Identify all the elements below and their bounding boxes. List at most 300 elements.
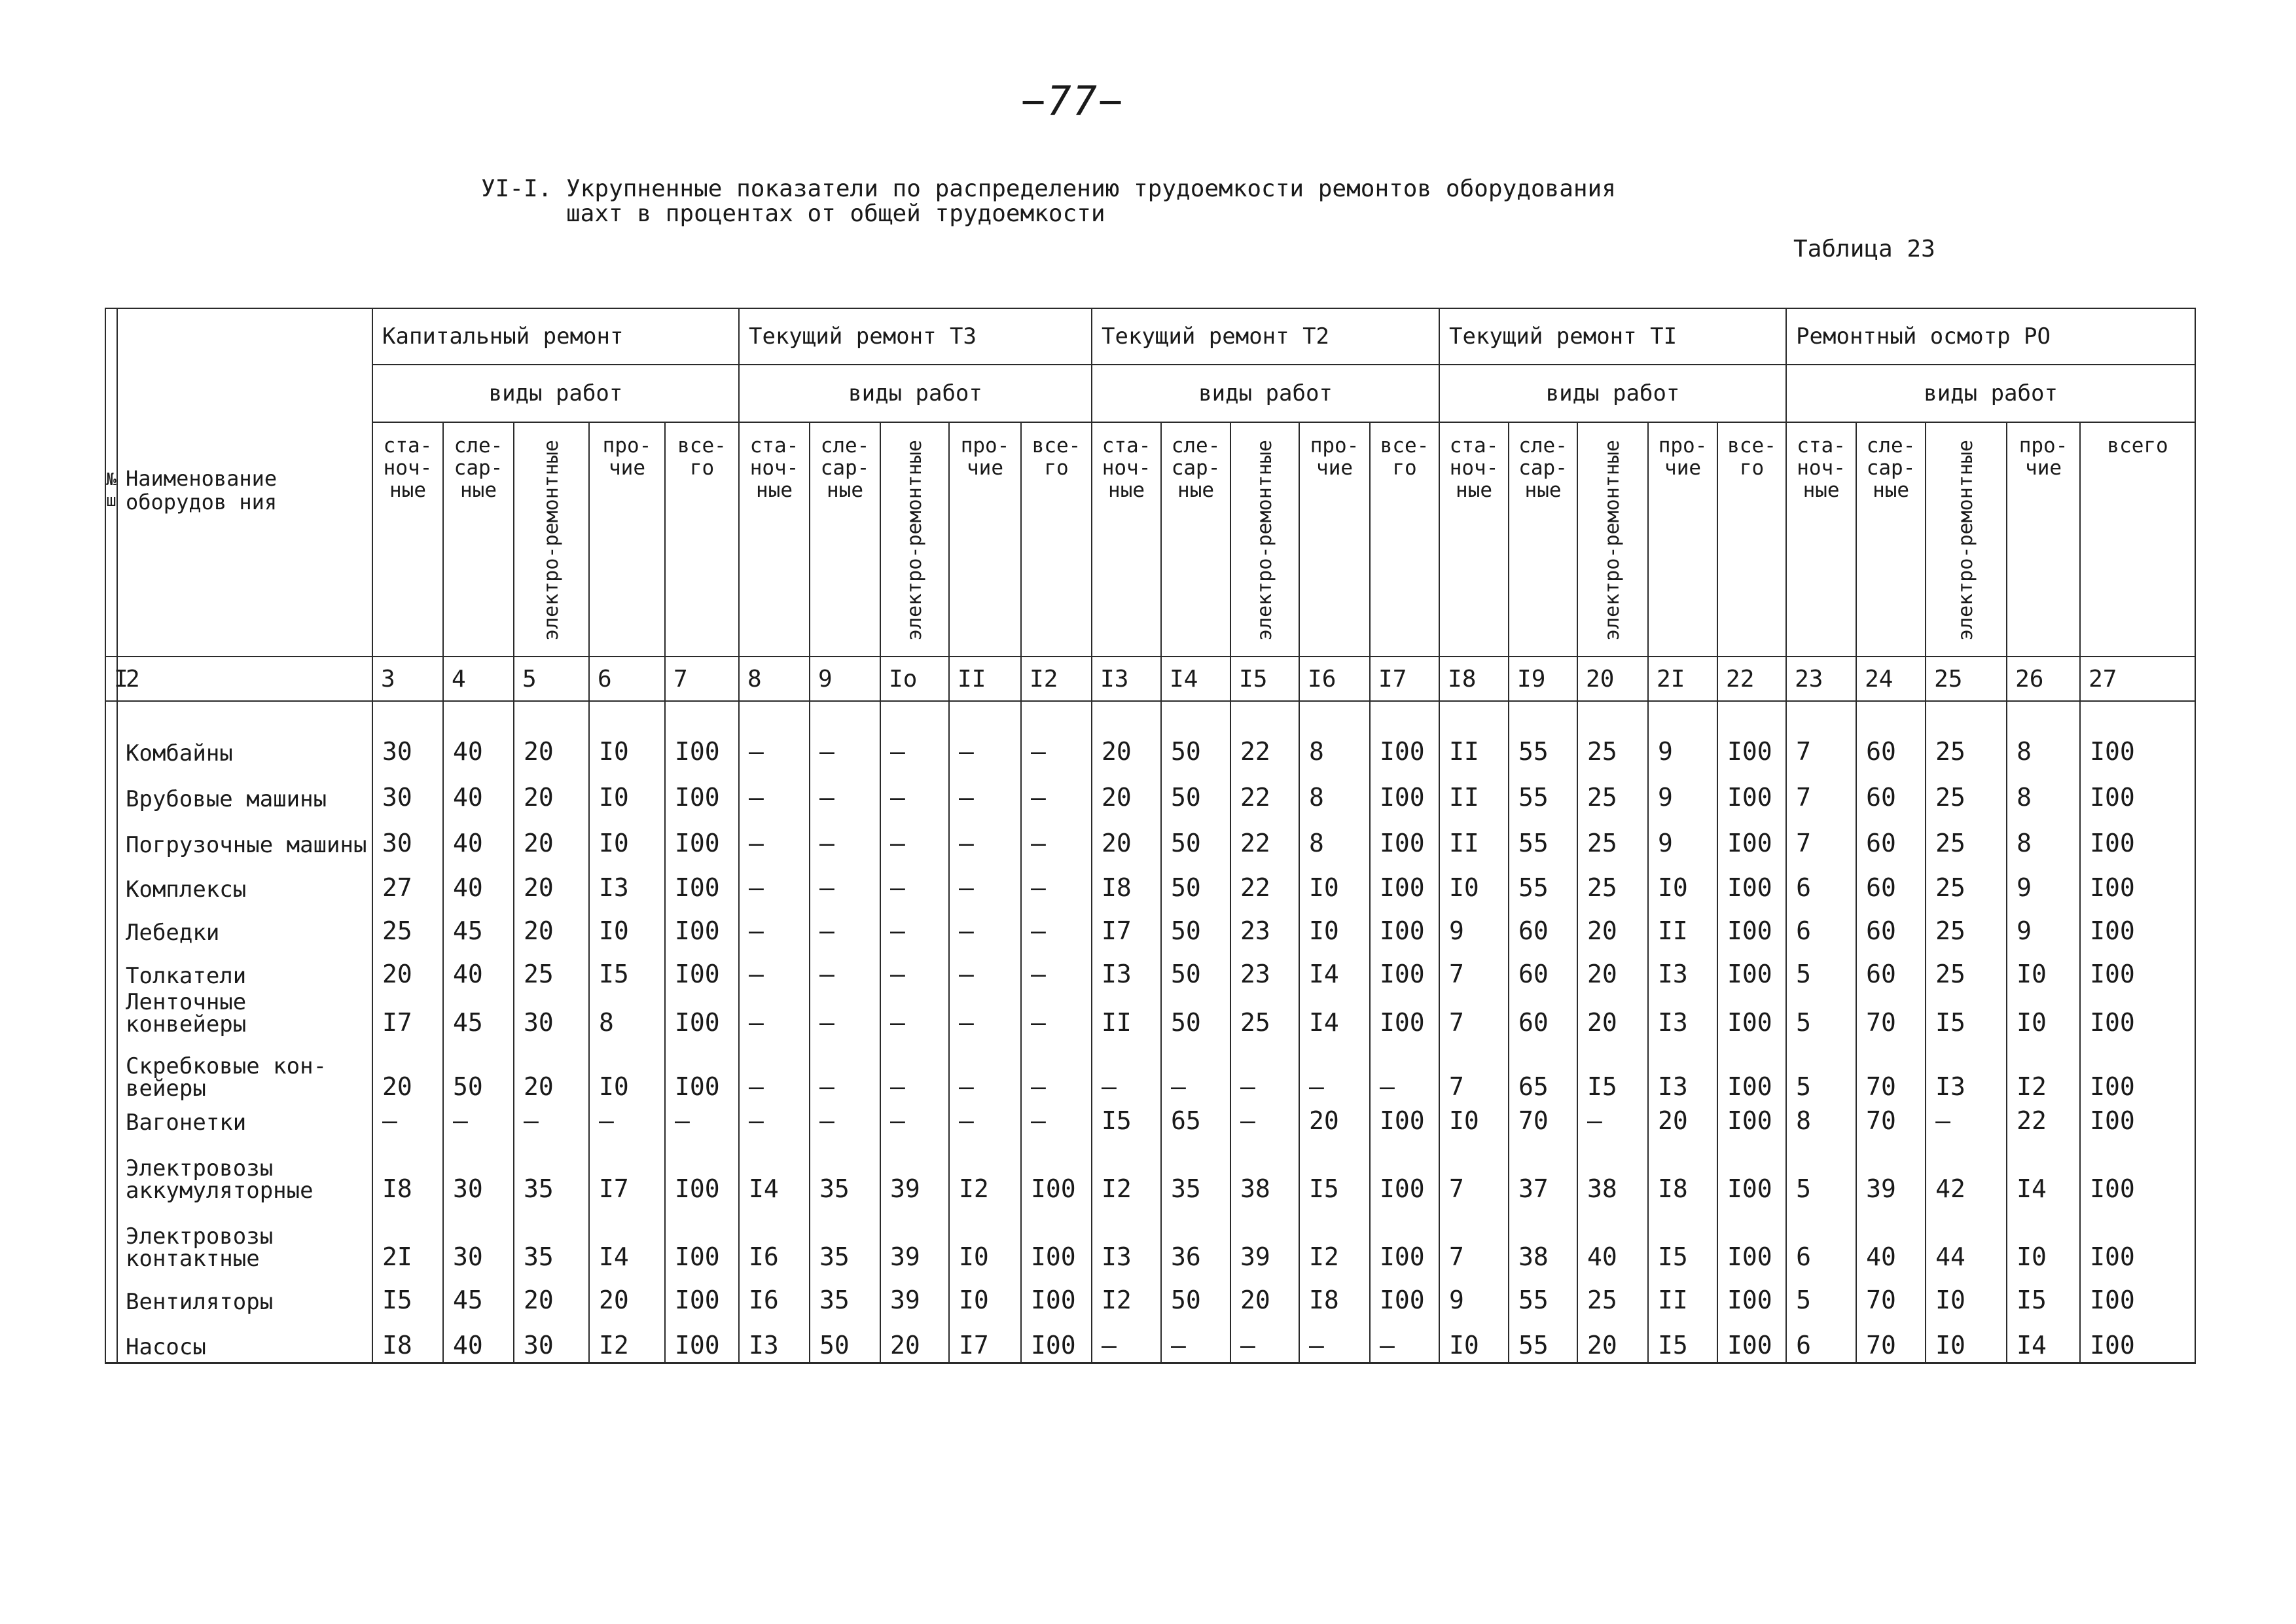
- column-number: I: [105, 657, 117, 701]
- value-cell: I6: [739, 1206, 810, 1274]
- value-cell: 8: [2007, 814, 2080, 860]
- value-cell: I5: [372, 1274, 443, 1317]
- value-cell: 9: [1648, 814, 1717, 860]
- value-cell: I00: [1717, 814, 1786, 860]
- value-cell: –: [739, 728, 810, 768]
- value-cell: 39: [880, 1274, 949, 1317]
- value-cell: I0: [1439, 860, 1509, 905]
- value-cell: 40: [443, 860, 514, 905]
- value-cell: 20: [1577, 905, 1648, 948]
- value-cell: –: [1021, 1104, 1092, 1138]
- equipment-name: Насосы: [117, 1317, 372, 1363]
- value-cell: 50: [443, 1039, 514, 1104]
- value-cell: 70: [1856, 1274, 1926, 1317]
- row-no-cell: [105, 905, 117, 948]
- value-cell: 60: [1856, 860, 1926, 905]
- value-cell: 8: [1299, 814, 1370, 860]
- value-cell: 20: [514, 860, 589, 905]
- value-cell: I00: [1021, 1317, 1092, 1363]
- value-cell: I00: [2080, 991, 2195, 1039]
- value-cell: I0: [1299, 860, 1370, 905]
- value-cell: 25: [1926, 948, 2007, 991]
- value-cell: 70: [1856, 991, 1926, 1039]
- subheader-cell: сле-сар-ные: [1161, 422, 1230, 657]
- row-no-cell: [105, 1206, 117, 1274]
- value-cell: I8: [1648, 1138, 1717, 1206]
- value-cell: I00: [2080, 1138, 2195, 1206]
- value-cell: 60: [1856, 948, 1926, 991]
- value-cell: 44: [1926, 1206, 2007, 1274]
- subheader-cell: про-чие: [1299, 422, 1370, 657]
- value-cell: 6: [1786, 905, 1856, 948]
- value-cell: II: [1439, 768, 1509, 814]
- value-cell: –: [1021, 728, 1092, 768]
- subheader-cell: про-чие: [2007, 422, 2080, 657]
- value-cell: –: [739, 768, 810, 814]
- column-number: 2: [117, 657, 372, 701]
- subheader-cell: ста-ноч-ные: [372, 422, 443, 657]
- column-number: 22: [1717, 657, 1786, 701]
- value-cell: I8: [1299, 1274, 1370, 1317]
- spacer-cell: [1786, 701, 1856, 728]
- equipment-name: Комплексы: [117, 860, 372, 905]
- value-cell: I00: [1717, 1274, 1786, 1317]
- value-cell: 8: [1299, 768, 1370, 814]
- value-cell: –: [1021, 991, 1092, 1039]
- value-cell: 70: [1856, 1039, 1926, 1104]
- value-cell: –: [739, 860, 810, 905]
- value-cell: 8: [2007, 728, 2080, 768]
- spacer-cell: [1648, 701, 1717, 728]
- value-cell: I3: [1926, 1039, 2007, 1104]
- value-cell: I2: [589, 1317, 665, 1363]
- subgroup-header: виды работ: [1786, 365, 2195, 422]
- value-cell: I00: [1370, 860, 1439, 905]
- value-cell: 39: [880, 1206, 949, 1274]
- value-cell: 20: [514, 728, 589, 768]
- table-row: [105, 768, 2195, 814]
- spacer-cell: [514, 701, 589, 728]
- value-cell: –: [810, 860, 880, 905]
- value-cell: 20: [589, 1274, 665, 1317]
- value-cell: I00: [1370, 814, 1439, 860]
- group-header: Текущий ремонт ТI: [1439, 308, 1786, 365]
- equipment-name: Скребковые кон-вейеры: [117, 1039, 372, 1104]
- value-cell: 50: [1161, 991, 1230, 1039]
- value-cell: 38: [1509, 1206, 1577, 1274]
- value-cell: I4: [1299, 991, 1370, 1039]
- value-cell: I00: [1717, 1138, 1786, 1206]
- spacer-cell: [1230, 701, 1299, 728]
- value-cell: I0: [949, 1274, 1021, 1317]
- equipment-name: Погрузочные машины: [117, 814, 372, 860]
- subheader-cell: ста-ноч-ные: [1786, 422, 1856, 657]
- value-cell: 55: [1509, 1274, 1577, 1317]
- value-cell: 5: [1786, 1039, 1856, 1104]
- value-cell: 30: [372, 768, 443, 814]
- subheader-cell: про-чие: [949, 422, 1021, 657]
- subheader-cell: [1230, 422, 1299, 657]
- col-name-header: Наименование оборудов ния: [117, 308, 372, 657]
- value-cell: –: [949, 1104, 1021, 1138]
- value-cell: I00: [665, 991, 739, 1039]
- value-cell: –: [1926, 1104, 2007, 1138]
- value-cell: 20: [1577, 991, 1648, 1039]
- value-cell: I0: [2007, 948, 2080, 991]
- value-cell: 22: [1230, 768, 1299, 814]
- value-cell: 39: [1856, 1138, 1926, 1206]
- value-cell: 65: [1161, 1104, 1230, 1138]
- value-cell: –: [739, 1039, 810, 1104]
- value-cell: –: [1577, 1104, 1648, 1138]
- value-cell: –: [949, 905, 1021, 948]
- value-cell: 20: [514, 1274, 589, 1317]
- spacer-cell: [1856, 701, 1926, 728]
- value-cell: 9: [2007, 860, 2080, 905]
- value-cell: –: [1021, 948, 1092, 991]
- table-row: [105, 1206, 2195, 1274]
- column-number: 27: [2080, 657, 2195, 701]
- value-cell: I4: [589, 1206, 665, 1274]
- value-cell: II: [1648, 1274, 1717, 1317]
- value-cell: I00: [2080, 768, 2195, 814]
- spacer-cell: [1439, 701, 1509, 728]
- value-cell: I2: [1299, 1206, 1370, 1274]
- subheader-cell: ста-ноч-ные: [1439, 422, 1509, 657]
- value-cell: I5: [1648, 1206, 1717, 1274]
- value-cell: 70: [1856, 1104, 1926, 1138]
- subheader-label: электро-ремонтные: [539, 440, 563, 641]
- equipment-name: Лебедки: [117, 905, 372, 948]
- spacer-cell: [1717, 701, 1786, 728]
- value-cell: I2: [1092, 1138, 1161, 1206]
- value-cell: 20: [1577, 948, 1648, 991]
- spacer-cell: [665, 701, 739, 728]
- value-cell: –: [880, 991, 949, 1039]
- value-cell: 38: [1577, 1138, 1648, 1206]
- subheader-cell: все-го: [1370, 422, 1439, 657]
- value-cell: II: [1648, 905, 1717, 948]
- value-cell: 20: [514, 768, 589, 814]
- value-cell: –: [1021, 768, 1092, 814]
- value-cell: I5: [1299, 1138, 1370, 1206]
- subgroup-header: виды работ: [1092, 365, 1439, 422]
- value-cell: 9: [1648, 728, 1717, 768]
- value-cell: I00: [2080, 1104, 2195, 1138]
- value-cell: 60: [1856, 905, 1926, 948]
- value-cell: I0: [949, 1206, 1021, 1274]
- value-cell: 30: [514, 991, 589, 1039]
- value-cell: I00: [1370, 1206, 1439, 1274]
- value-cell: I00: [1370, 1104, 1439, 1138]
- value-cell: I5: [1648, 1317, 1717, 1363]
- spacer-cell: [1092, 701, 1161, 728]
- value-cell: 8: [2007, 768, 2080, 814]
- value-cell: 25: [1577, 860, 1648, 905]
- value-cell: I4: [2007, 1138, 2080, 1206]
- value-cell: 9: [1648, 768, 1717, 814]
- value-cell: I00: [1717, 1206, 1786, 1274]
- value-cell: 35: [810, 1206, 880, 1274]
- col-no-header: № ш: [105, 308, 117, 657]
- value-cell: I00: [1370, 948, 1439, 991]
- value-cell: 5: [1786, 991, 1856, 1039]
- spacer-cell: [739, 701, 810, 728]
- value-cell: –: [1021, 814, 1092, 860]
- data-table-grid: [105, 308, 2196, 1364]
- table-row: [105, 991, 2195, 1039]
- value-cell: 55: [1509, 768, 1577, 814]
- value-cell: 55: [1509, 860, 1577, 905]
- value-cell: I00: [1370, 728, 1439, 768]
- value-cell: I00: [1021, 1138, 1092, 1206]
- value-cell: I5: [589, 948, 665, 991]
- value-cell: I2: [949, 1138, 1021, 1206]
- table-row: [105, 1104, 2195, 1138]
- value-cell: I2: [1092, 1274, 1161, 1317]
- value-cell: 25: [1926, 814, 2007, 860]
- value-cell: 8: [1299, 728, 1370, 768]
- table-row: [105, 905, 2195, 948]
- value-cell: 5: [1786, 948, 1856, 991]
- column-number: I5: [1230, 657, 1299, 701]
- value-cell: –: [1092, 1317, 1161, 1363]
- value-cell: 9: [2007, 905, 2080, 948]
- value-cell: I0: [2007, 1206, 2080, 1274]
- value-cell: 23: [1230, 948, 1299, 991]
- column-number: 23: [1786, 657, 1856, 701]
- value-cell: I00: [2080, 948, 2195, 991]
- value-cell: I5: [2007, 1274, 2080, 1317]
- subheader-label: электро-ремонтные: [1253, 440, 1276, 641]
- value-cell: 45: [443, 1274, 514, 1317]
- value-cell: –: [810, 1039, 880, 1104]
- value-cell: I00: [1717, 768, 1786, 814]
- value-cell: I00: [1370, 991, 1439, 1039]
- equipment-name: Врубовые машины: [117, 768, 372, 814]
- subheader-cell: сле-сар-ные: [810, 422, 880, 657]
- spacer-cell: [372, 701, 443, 728]
- subheader-label: электро-ремонтные: [1954, 440, 1978, 641]
- table-row: [105, 860, 2195, 905]
- value-cell: 7: [1439, 1138, 1509, 1206]
- value-cell: I00: [1717, 728, 1786, 768]
- subgroup-header: виды работ: [372, 365, 739, 422]
- subheader-cell: все-го: [1021, 422, 1092, 657]
- value-cell: I3: [1092, 1206, 1161, 1274]
- value-cell: –: [810, 728, 880, 768]
- value-cell: 60: [1856, 768, 1926, 814]
- subheader-cell: [514, 422, 589, 657]
- value-cell: –: [1021, 1039, 1092, 1104]
- value-cell: I00: [2080, 814, 2195, 860]
- value-cell: –: [949, 728, 1021, 768]
- value-cell: I00: [1717, 860, 1786, 905]
- value-cell: 27: [372, 860, 443, 905]
- value-cell: I0: [589, 728, 665, 768]
- equipment-name: Вентиляторы: [117, 1274, 372, 1317]
- value-cell: 6: [1786, 1317, 1856, 1363]
- value-cell: I8: [372, 1317, 443, 1363]
- value-cell: I00: [665, 948, 739, 991]
- value-cell: I00: [1021, 1206, 1092, 1274]
- value-cell: I00: [2080, 1317, 2195, 1363]
- value-cell: 25: [1577, 1274, 1648, 1317]
- column-number: 25: [1926, 657, 2007, 701]
- subheader-cell: все-го: [665, 422, 739, 657]
- value-cell: I00: [2080, 905, 2195, 948]
- value-cell: I3: [1092, 948, 1161, 991]
- spacer-cell: [1577, 701, 1648, 728]
- value-cell: I00: [1370, 1138, 1439, 1206]
- subheader-cell: [1926, 422, 2007, 657]
- value-cell: 25: [1926, 860, 2007, 905]
- value-cell: II: [1439, 814, 1509, 860]
- value-cell: I00: [1717, 948, 1786, 991]
- spacer-cell: [949, 701, 1021, 728]
- value-cell: 30: [514, 1317, 589, 1363]
- table-title: [481, 177, 1616, 226]
- subgroup-header: виды работ: [1439, 365, 1786, 422]
- value-cell: 7: [1439, 991, 1509, 1039]
- value-cell: 25: [1926, 768, 2007, 814]
- subheader-cell: [880, 422, 949, 657]
- value-cell: –: [1230, 1039, 1299, 1104]
- value-cell: I00: [1717, 1104, 1786, 1138]
- value-cell: 50: [1161, 728, 1230, 768]
- value-cell: 7: [1439, 1039, 1509, 1104]
- value-cell: –: [665, 1104, 739, 1138]
- value-cell: I5: [1092, 1104, 1161, 1138]
- value-cell: 38: [1230, 1138, 1299, 1206]
- value-cell: –: [1021, 905, 1092, 948]
- value-cell: –: [880, 860, 949, 905]
- subheader-cell: про-чие: [589, 422, 665, 657]
- value-cell: 30: [372, 728, 443, 768]
- spacer-cell: [105, 701, 117, 728]
- subheader-label: электро-ремонтные: [1601, 440, 1624, 641]
- value-cell: 23: [1230, 905, 1299, 948]
- value-cell: 5: [1786, 1274, 1856, 1317]
- group-header: Текущий ремонт Т2: [1092, 308, 1439, 365]
- value-cell: 25: [1926, 905, 2007, 948]
- value-cell: I00: [665, 1138, 739, 1206]
- value-cell: I0: [589, 768, 665, 814]
- value-cell: 60: [1509, 905, 1577, 948]
- row-no-cell: [105, 1104, 117, 1138]
- value-cell: 35: [810, 1274, 880, 1317]
- value-cell: I00: [665, 1274, 739, 1317]
- value-cell: I00: [665, 728, 739, 768]
- spacer-cell: [2007, 701, 2080, 728]
- equipment-name: Толкатели: [117, 948, 372, 991]
- value-cell: 2I: [372, 1206, 443, 1274]
- value-cell: 25: [1926, 728, 2007, 768]
- value-cell: I0: [1648, 860, 1717, 905]
- value-cell: 20: [1577, 1317, 1648, 1363]
- spacer-cell: [880, 701, 949, 728]
- spacer-cell: [1161, 701, 1230, 728]
- value-cell: 36: [1161, 1206, 1230, 1274]
- value-cell: 60: [1856, 728, 1926, 768]
- value-cell: I3: [1648, 991, 1717, 1039]
- value-cell: 20: [514, 905, 589, 948]
- value-cell: I00: [1370, 905, 1439, 948]
- value-cell: I00: [1717, 1039, 1786, 1104]
- value-cell: 25: [1577, 814, 1648, 860]
- column-number: I6: [1299, 657, 1370, 701]
- value-cell: –: [443, 1104, 514, 1138]
- value-cell: I00: [1717, 1317, 1786, 1363]
- value-cell: –: [949, 768, 1021, 814]
- spacer-cell: [1299, 701, 1370, 728]
- column-number: 3: [372, 657, 443, 701]
- value-cell: 9: [1439, 1274, 1509, 1317]
- column-number: 2I: [1648, 657, 1717, 701]
- value-cell: –: [949, 991, 1021, 1039]
- value-cell: 50: [1161, 768, 1230, 814]
- value-cell: 60: [1509, 948, 1577, 991]
- equipment-name: Электровозы аккумуляторные: [117, 1138, 372, 1206]
- value-cell: I5: [1577, 1039, 1648, 1104]
- value-cell: 55: [1509, 814, 1577, 860]
- value-cell: I00: [665, 768, 739, 814]
- value-cell: –: [1092, 1039, 1161, 1104]
- value-cell: 55: [1509, 728, 1577, 768]
- value-cell: –: [1230, 1317, 1299, 1363]
- value-cell: 30: [443, 1206, 514, 1274]
- row-no-cell: [105, 991, 117, 1039]
- value-cell: 70: [1856, 1317, 1926, 1363]
- value-cell: I5: [1926, 991, 2007, 1039]
- value-cell: I0: [1439, 1104, 1509, 1138]
- row-no-cell: [105, 1274, 117, 1317]
- value-cell: 35: [514, 1138, 589, 1206]
- value-cell: 20: [372, 1039, 443, 1104]
- spacer-cell: [2080, 701, 2195, 728]
- value-cell: 25: [514, 948, 589, 991]
- value-cell: 20: [1299, 1104, 1370, 1138]
- subheader-cell: всего: [2080, 422, 2195, 657]
- value-cell: –: [514, 1104, 589, 1138]
- spacer-cell: [589, 701, 665, 728]
- value-cell: I8: [1092, 860, 1161, 905]
- table-row: [105, 1274, 2195, 1317]
- value-cell: 20: [372, 948, 443, 991]
- equipment-name: Вагонетки: [117, 1104, 372, 1138]
- value-cell: I0: [1926, 1317, 2007, 1363]
- value-cell: 37: [1509, 1138, 1577, 1206]
- value-cell: 7: [1786, 814, 1856, 860]
- value-cell: –: [949, 948, 1021, 991]
- value-cell: –: [1370, 1317, 1439, 1363]
- subheader-cell: все-го: [1717, 422, 1786, 657]
- value-cell: 22: [1230, 814, 1299, 860]
- value-cell: I00: [2080, 1274, 2195, 1317]
- column-number: I2: [1021, 657, 1092, 701]
- table-row: [105, 1317, 2195, 1363]
- row-no-cell: [105, 1138, 117, 1206]
- value-cell: 40: [443, 1317, 514, 1363]
- value-cell: I3: [1648, 948, 1717, 991]
- table-row: [105, 948, 2195, 991]
- value-cell: 7: [1439, 948, 1509, 991]
- table-row: [105, 1039, 2195, 1104]
- column-number: I4: [1161, 657, 1230, 701]
- value-cell: –: [739, 905, 810, 948]
- value-cell: I00: [1717, 905, 1786, 948]
- value-cell: 40: [443, 948, 514, 991]
